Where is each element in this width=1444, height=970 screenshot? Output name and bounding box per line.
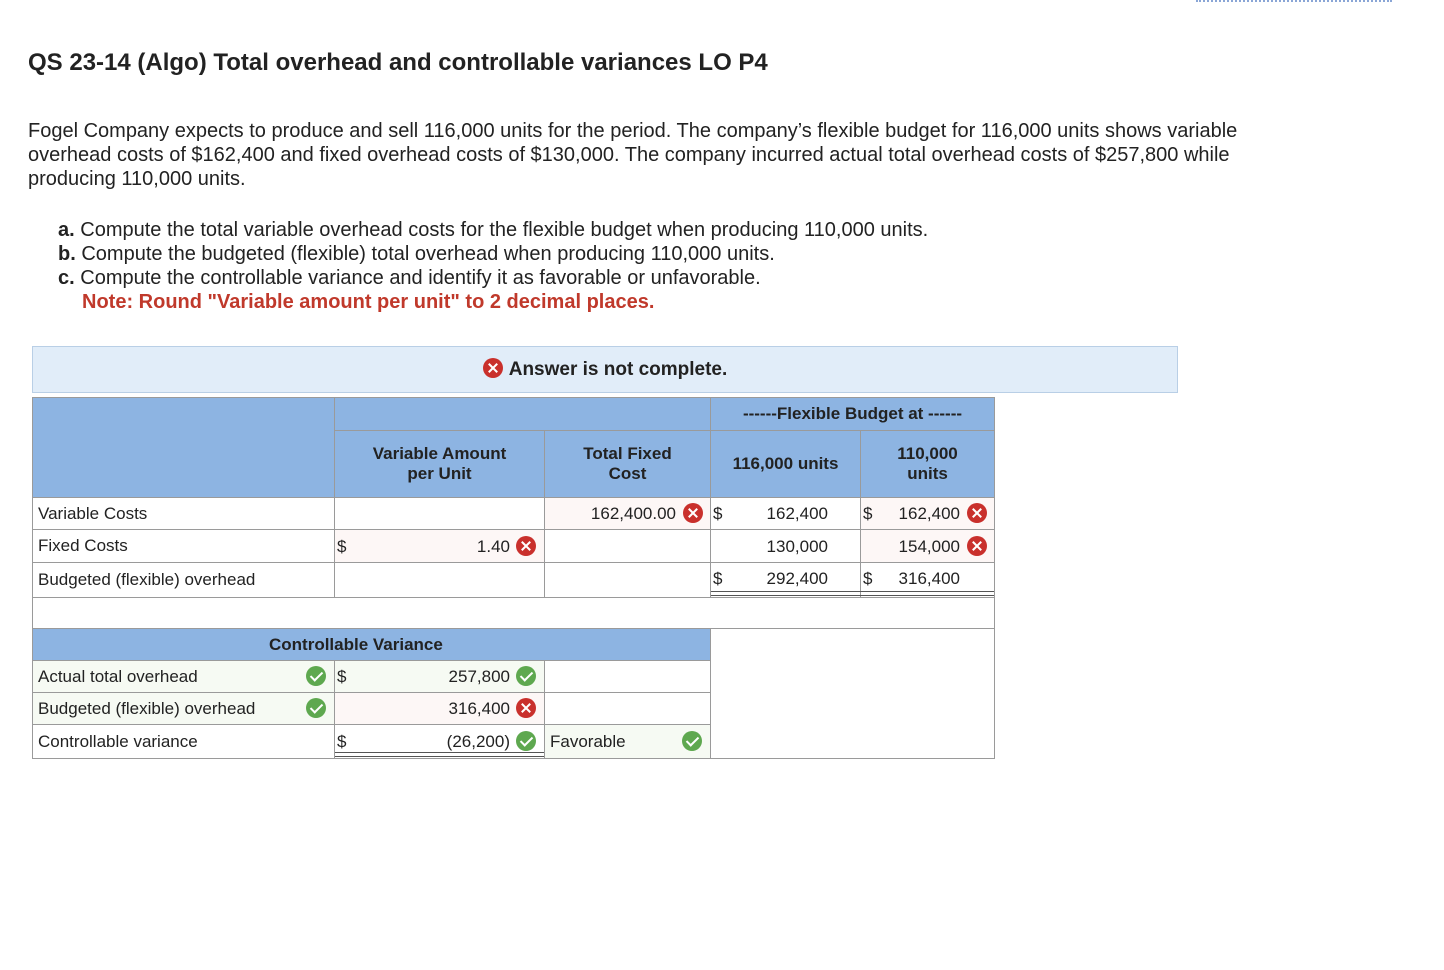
variable-amount-fixed-costs-value: 1.40 xyxy=(476,537,510,556)
variable-amount-budgeted-cell xyxy=(334,562,545,598)
task-b xyxy=(58,242,928,266)
cv-label-actual-overhead-input[interactable]: Actual total overhead xyxy=(32,660,335,693)
task-list xyxy=(58,218,928,314)
correct-check-icon xyxy=(306,666,326,686)
cv-budgeted-amount-value: 316,400 xyxy=(448,699,510,718)
answer-status-text: Answer is not complete. xyxy=(508,359,728,380)
double-underline xyxy=(711,591,994,596)
budget-110k-fixed-value: 154,000 xyxy=(898,537,960,556)
spacer-row xyxy=(32,597,995,629)
budget-116k-variable-value: 162,400 xyxy=(766,504,828,523)
cv-variance-type-select[interactable]: Favorable xyxy=(544,724,711,759)
cv-label-controllable-variance: Controllable variance xyxy=(32,724,335,759)
controllable-variance-title: Controllable Variance xyxy=(269,635,443,654)
budget-116k-fixed-value: 130,000 xyxy=(766,537,828,556)
budget-116k-budgeted-value: 292,400 xyxy=(766,569,828,588)
top-dotted-rule xyxy=(1196,0,1392,2)
budget-110k-budgeted-value: 316,400 xyxy=(898,569,960,588)
controllable-variance-header xyxy=(32,628,711,661)
task-text: Compute the total variable overhead costs for the flexible budget when producing 110,000 units. xyxy=(80,219,929,241)
task-letter: a. xyxy=(58,219,75,241)
dollar-sign: $ xyxy=(337,537,347,556)
dollar-sign: $ xyxy=(713,504,723,523)
variable-amount-variable-costs-cell xyxy=(334,497,545,530)
correct-check-icon xyxy=(682,731,702,751)
correct-check-icon xyxy=(516,666,536,686)
task-text: Compute the budgeted (flexible) total overhead when producing 110,000 units. xyxy=(81,243,775,265)
cv-actual-amount-value: 257,800 xyxy=(448,667,510,686)
error-x-icon xyxy=(516,698,536,718)
dollar-sign: $ xyxy=(863,569,873,588)
total-fixed-budgeted-cell xyxy=(544,562,711,598)
total-fixed-variable-costs-value: 162,400.00 xyxy=(590,504,676,523)
problem-statement: Fogel Company expects to produce and sell 116,000 units for the period. The company’s flexible budget for 116,000 units shows variable overhead costs of $162,400 and fixed overhead costs of $130,000. The company incurred actual total overhead costs of $257,800 while producing 110,000 units. xyxy=(28,120,1238,190)
task-a xyxy=(58,218,928,242)
row-label-budgeted-overhead: Budgeted (flexible) overhead xyxy=(32,562,335,598)
rounding-note: Note: Round "Variable amount per unit" to 2 decimal places. xyxy=(82,291,655,313)
dollar-sign: $ xyxy=(863,504,873,523)
task-letter: b. xyxy=(58,243,76,265)
task-text: Compute the controllable variance and identify it as favorable or unfavorable. xyxy=(80,267,761,289)
correct-check-icon xyxy=(516,731,536,751)
budget-110k-variable-value: 162,400 xyxy=(898,504,960,523)
header-blank-top xyxy=(334,397,711,431)
dollar-sign: $ xyxy=(337,667,347,686)
double-underline xyxy=(335,752,544,757)
error-x-icon xyxy=(967,503,987,523)
correct-check-icon xyxy=(306,698,326,718)
error-x-icon xyxy=(967,536,987,556)
right-empty-block xyxy=(710,628,995,759)
task-c xyxy=(58,266,928,290)
row-label-variable-costs: Variable Costs xyxy=(32,497,335,530)
row-label-fixed-costs: Fixed Costs xyxy=(32,529,335,563)
col-header-116k-units: 116,000 units xyxy=(710,430,861,498)
flexible-budget-group-header: ------Flexible Budget at ------ xyxy=(710,397,995,431)
total-fixed-fixed-costs-cell xyxy=(544,529,711,563)
error-x-icon xyxy=(516,536,536,556)
dollar-sign: $ xyxy=(713,569,723,588)
col-header-total-fixed: Total Fixed Cost xyxy=(544,430,711,498)
task-letter: c. xyxy=(58,267,75,289)
error-x-icon xyxy=(483,358,503,378)
col-header-110k-units: 110,000 units xyxy=(860,430,995,498)
cv-actual-type-cell xyxy=(544,660,711,693)
dollar-sign: $ xyxy=(337,732,347,751)
answer-status-banner xyxy=(32,346,1178,393)
error-x-icon xyxy=(683,503,703,523)
cv-budgeted-type-cell xyxy=(544,692,711,725)
answer-table xyxy=(32,397,995,759)
cv-variance-amount-value: (26,200) xyxy=(446,732,510,751)
header-blank-cell xyxy=(32,397,335,498)
col-header-variable-amount: Variable Amount per Unit xyxy=(334,430,545,498)
cv-label-budgeted-overhead-input[interactable]: Budgeted (flexible) overhead xyxy=(32,692,335,725)
page-title: QS 23-14 (Algo) Total overhead and controllable variances LO P4 xyxy=(28,49,768,76)
